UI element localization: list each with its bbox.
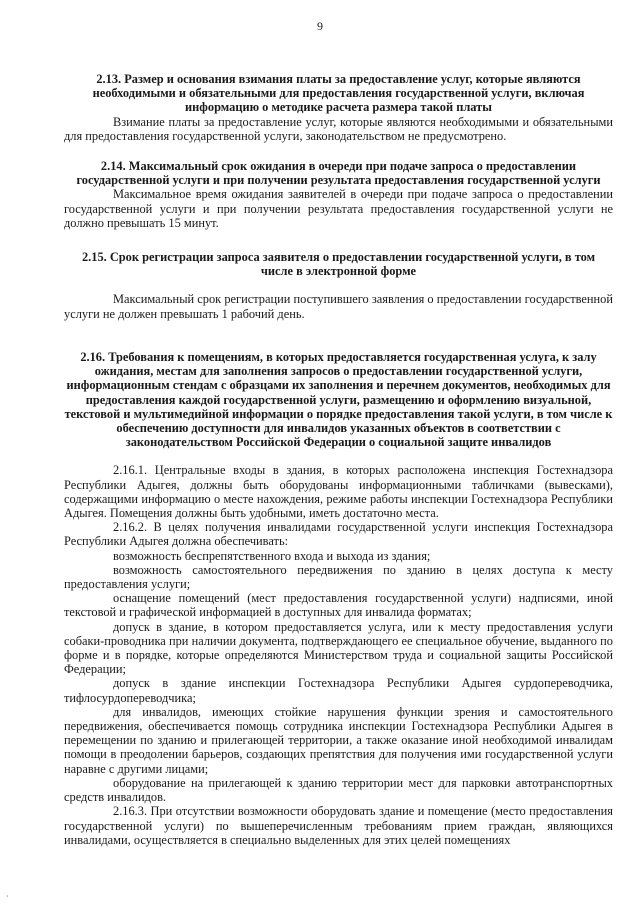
list-item: допуск в здание инспекции Гостехнадзора Республики Адыгея сурдопереводчика, тифлосурдопереводчика; [64,676,613,705]
scan-edge-mark: · [6,892,9,901]
paragraph-2-16-1: 2.16.1. Центральные входы в здания, в которых расположена инспекция Гостехнадзора Республики Адыгея, должны быть оборудованы информационными табличками (вывесками), содержащими информацию о месте нахождения, режиме работы инспекции Гостехнадзора Республики Адыгея. Помещения должны быть удобными, иметь достаточно места. [64,463,613,521]
list-item: возможность беспрепятственного входа и выхода из здания; [113,548,431,563]
section-heading: 2.15. Срок регистрации запроса заявителя о предоставлении государственной услуги, в том числе в электронной форме [81,250,596,279]
paragraph-2-16-3: 2.16.3. При отсутствии возможности оборудовать здание и помещение (место предоставления государственной услуги) по вышеперечисленным требованиям прием граждан, являющихся инвалидами, осуществляется в специально выделенных для этих целей помещениях [64,804,613,847]
list-item: допуск в здание, в котором предоставляется услуга, или к месту предоставления услуги собаки-проводника при наличии документа, подтверждающего ее специальное обучение, выданного по форме и в порядке, которые определяются Министерством труда и социальной защиты Российской Федерации; [64,619,613,677]
section-heading: 2.14. Максимальный срок ожидания в очереди при подаче запроса о предоставлении государственной услуги и при получении результата предоставления государственной услуги [76,159,601,188]
section-body: Максимальное время ожидания заявителей в очереди при подаче запроса о предоставлении государственной услуги и при получении результата предоставления государственной услуги не должно превышать 15 минут. [64,187,613,230]
section-heading: 2.16. Требования к помещениям, в которых предоставляется государственная услуга, к залу ожидания, местам для заполнения запросов о предоставлении государственной услуги, информационным стендам с образцами их заполнения и перечнем документов, необходимых для предоставления каждой государственной услуги, размещению и оформлению визуальной, текстовой и мультимедийной информации о порядке предоставления такой услуги, в том числе к обеспечению доступности для инвалидов указанных объектов в соответствии с законодательством Российской Федерации о социальной защите инвалидов [64,350,613,450]
section-2-15 [64,250,613,321]
section-body: Взимание платы за предоставление услуг, которые являются необходимыми и обязательными для предоставления государственной услуги, законодательством не предусмотрено. [64,114,613,143]
section-2-13 [64,72,613,143]
section-2-16 [64,350,613,847]
list-item: возможность самостоятельного передвижения по зданию в целях доступа к месту предоставления услуги; [64,562,613,592]
section-heading: 2.13. Размер и основания взимания платы за предоставление услуг, которые являются необходимыми и обязательными для предоставления государственной услуги, включая информацию о методике расчета размера такой платы [92,72,585,115]
paragraph-2-16-2: 2.16.2. В целях получения инвалидами государственной услуги инспекция Гостехнадзора Республики Адыгея должна обеспечивать: [64,520,613,549]
page-number: 9 [317,19,323,33]
list-item: оснащение помещений (мест предоставления государственной услуги) надписями, иной текстовой и графической информацией в доступных для инвалида форматах; [64,591,613,620]
section-2-14 [64,159,613,230]
list-item: оборудование на прилегающей к зданию территории мест для парковки автотранспортных средств инвалидов. [64,775,613,805]
section-body: Максимальный срок регистрации поступившего заявления о предоставлении государственной услуги не должен превышать 1 рабочий день. [64,292,613,321]
list-item: для инвалидов, имеющих стойкие нарушения функции зрения и самостоятельного передвижения, обеспечивается помощь сотрудника инспекции Гостехнадзора Республики Адыгея в перемещении по зданию и прилегающей территории, а также оказание иной необходимой инвалидам помощи в преодолении барьеров, создающих препятствия для получения ими государственной услуги наравне с другими лицами; [64,704,613,776]
